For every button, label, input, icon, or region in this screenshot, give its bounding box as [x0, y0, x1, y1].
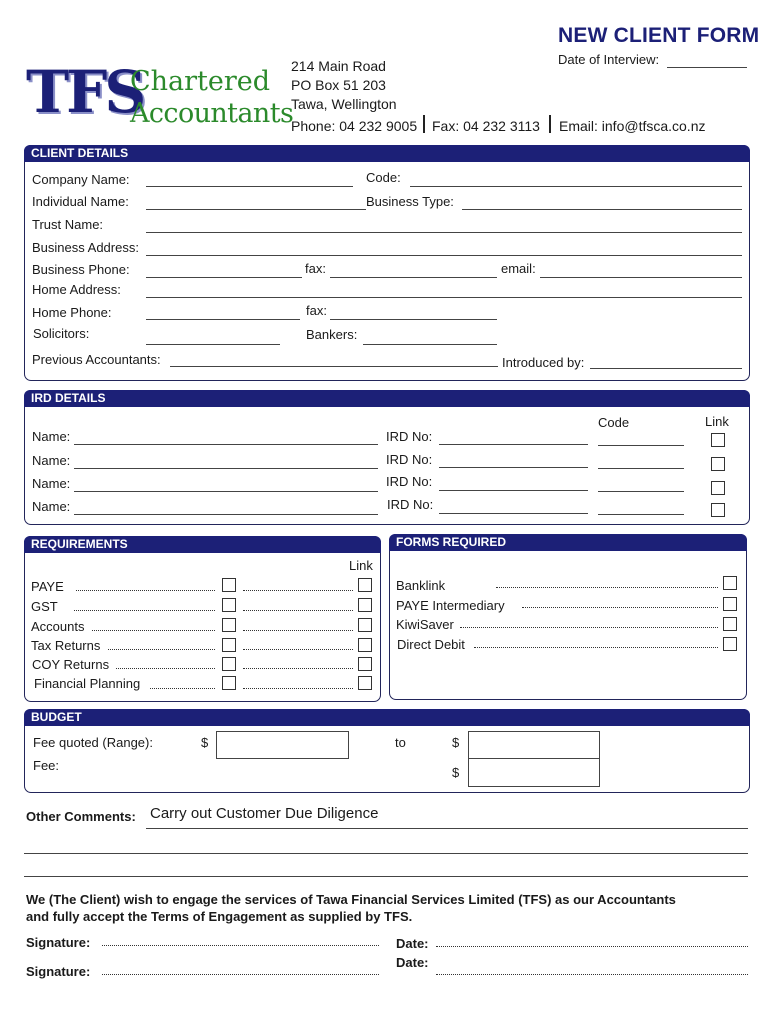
logo-chartered: Chartered	[130, 66, 271, 97]
requirement-link-checkbox[interactable]	[358, 578, 372, 592]
separator	[423, 115, 425, 133]
requirement-label: Accounts	[31, 619, 85, 634]
signature-label: Signature:	[26, 964, 91, 979]
requirement-label: PAYE	[31, 579, 64, 594]
fee-quoted-from-input[interactable]	[216, 731, 349, 759]
fee-input[interactable]	[468, 758, 600, 787]
individual-name-label: Individual Name:	[32, 194, 129, 209]
ird-name-field[interactable]	[74, 444, 378, 445]
comments-line[interactable]	[24, 876, 748, 877]
requirement-checkbox[interactable]	[222, 618, 236, 632]
individual-name-field[interactable]	[146, 209, 366, 210]
ird-number-field[interactable]	[439, 444, 588, 445]
form-checkbox[interactable]	[723, 637, 737, 651]
date-label: Date:	[396, 936, 429, 951]
address-line-1: 214 Main Road	[291, 58, 386, 74]
requirement-field[interactable]	[108, 649, 215, 650]
requirement-checkbox[interactable]	[222, 657, 236, 671]
requirement-link-field[interactable]	[243, 688, 353, 689]
budget-header: BUDGET	[24, 709, 750, 726]
ird-details-header: IRD DETAILS	[24, 390, 750, 407]
contact-fax: Fax: 04 232 3113	[432, 118, 540, 134]
solicitors-field[interactable]	[146, 344, 280, 345]
requirement-link-field[interactable]	[243, 610, 353, 611]
ird-link-checkbox[interactable]	[711, 433, 725, 447]
ird-name-label: Name:	[32, 453, 71, 468]
company-name-field[interactable]	[146, 186, 353, 187]
requirements-header: REQUIREMENTS	[24, 536, 381, 553]
date-field[interactable]	[436, 974, 748, 975]
business-type-field[interactable]	[462, 209, 742, 210]
business-address-field[interactable]	[146, 255, 742, 256]
business-phone-label: Business Phone:	[32, 262, 130, 277]
range-to-label: to	[395, 735, 406, 750]
requirement-field[interactable]	[76, 590, 215, 591]
solicitors-label: Solicitors:	[33, 326, 90, 341]
fee-quoted-label: Fee quoted (Range):	[33, 735, 153, 750]
business-address-label: Business Address:	[32, 240, 139, 255]
introduced-by-label: Introduced by:	[502, 355, 585, 370]
form-label: PAYE Intermediary	[396, 598, 505, 613]
forms-required-header: FORMS REQUIRED	[389, 534, 747, 551]
contact-phone: Phone: 04 232 9005	[291, 118, 418, 134]
comments-line[interactable]	[146, 828, 748, 829]
business-phone-field[interactable]	[146, 277, 302, 278]
engagement-statement-line-2: and fully accept the Terms of Engagement as supplied by TFS.	[26, 909, 413, 924]
business-fax-field[interactable]	[330, 277, 497, 278]
requirement-field[interactable]	[150, 688, 215, 689]
ird-link-checkbox[interactable]	[711, 503, 725, 517]
ird-link-header: Link	[705, 414, 729, 429]
client-details-header: CLIENT DETAILS	[24, 145, 750, 162]
address-line-3: Tawa, Wellington	[291, 96, 397, 112]
ird-number-field[interactable]	[439, 490, 588, 491]
code-field[interactable]	[410, 186, 742, 187]
requirement-link-checkbox[interactable]	[358, 657, 372, 671]
ird-link-checkbox[interactable]	[711, 481, 725, 495]
form-checkbox[interactable]	[723, 617, 737, 631]
bankers-label: Bankers:	[306, 327, 358, 342]
ird-name-label: Name:	[32, 429, 71, 444]
requirement-link-field[interactable]	[243, 649, 353, 650]
requirement-field[interactable]	[92, 630, 215, 631]
ird-number-label: IRD No:	[387, 497, 434, 512]
company-logo	[26, 58, 294, 136]
ird-code-header: Code	[598, 415, 630, 430]
business-fax-label: fax:	[305, 261, 326, 276]
requirement-link-field[interactable]	[243, 590, 353, 591]
home-address-label: Home Address:	[32, 282, 121, 297]
date-of-interview-label: Date of Interview:	[558, 52, 660, 67]
ird-number-label: IRD No:	[386, 452, 433, 467]
form-label: KiwiSaver	[396, 617, 454, 632]
address-line-2: PO Box 51 203	[291, 77, 386, 93]
home-phone-label: Home Phone:	[32, 305, 112, 320]
email-field[interactable]	[540, 277, 742, 278]
requirement-field[interactable]	[74, 610, 215, 611]
requirements-link-header: Link	[349, 558, 373, 573]
separator	[549, 115, 551, 133]
ird-name-field[interactable]	[74, 491, 378, 492]
ird-name-label: Name:	[32, 476, 71, 491]
ird-name-field[interactable]	[74, 468, 378, 469]
fee-quoted-to-input[interactable]	[468, 731, 600, 760]
ird-link-checkbox[interactable]	[711, 457, 725, 471]
requirement-checkbox[interactable]	[222, 638, 236, 652]
ird-name-label: Name:	[32, 499, 71, 514]
requirement-label: COY Returns	[32, 657, 110, 672]
bankers-field[interactable]	[363, 344, 497, 345]
form-field[interactable]	[496, 587, 718, 588]
code-label: Code:	[366, 170, 401, 185]
requirement-label: Tax Returns	[31, 638, 101, 653]
requirement-link-checkbox[interactable]	[358, 618, 372, 632]
home-address-field[interactable]	[146, 297, 742, 298]
logo-tfs-letters: TFS	[26, 58, 144, 126]
requirement-checkbox[interactable]	[222, 676, 236, 690]
fee-quoted-currency: $	[201, 735, 209, 750]
date-of-interview-field[interactable]	[667, 67, 747, 68]
signature-field[interactable]	[102, 945, 379, 946]
ird-number-field[interactable]	[439, 467, 588, 468]
home-fax-field[interactable]	[330, 319, 497, 320]
requirement-checkbox[interactable]	[222, 598, 236, 612]
other-comments-label: Other Comments:	[26, 809, 136, 824]
requirement-label: GST	[31, 599, 58, 614]
ird-code-field[interactable]	[598, 514, 684, 515]
business-type-label: Business Type:	[366, 194, 454, 209]
form-field[interactable]	[522, 607, 718, 608]
comments-line[interactable]	[24, 853, 748, 854]
ird-number-label: IRD No:	[386, 474, 433, 489]
introduced-by-field[interactable]	[590, 368, 742, 369]
signature-label: Signature:	[26, 935, 91, 950]
form-field[interactable]	[460, 627, 718, 628]
form-field[interactable]	[474, 647, 718, 648]
fee-quoted-to-currency: $	[452, 735, 460, 750]
form-label: Banklink	[396, 578, 446, 593]
form-checkbox[interactable]	[723, 576, 737, 590]
form-title: NEW CLIENT FORM	[558, 24, 760, 47]
email-label: email:	[501, 261, 536, 276]
requirement-checkbox[interactable]	[222, 578, 236, 592]
requirement-link-field[interactable]	[243, 668, 353, 669]
fee-label: Fee:	[33, 758, 60, 773]
ird-name-field[interactable]	[74, 514, 378, 515]
ird-number-field[interactable]	[439, 513, 588, 514]
trust-name-label: Trust Name:	[32, 217, 104, 232]
requirement-link-checkbox[interactable]	[358, 676, 372, 690]
contact-email: Email: info@tfsca.co.nz	[559, 118, 706, 134]
ird-code-field[interactable]	[598, 445, 684, 446]
ird-code-field[interactable]	[598, 468, 684, 469]
requirement-link-field[interactable]	[243, 630, 353, 631]
ird-code-field[interactable]	[598, 491, 684, 492]
other-comments-value[interactable]: Carry out Customer Due Diligence	[150, 805, 379, 822]
ird-number-label: IRD No:	[386, 429, 433, 444]
requirement-link-checkbox[interactable]	[358, 638, 372, 652]
date-field[interactable]	[436, 946, 748, 947]
home-phone-field[interactable]	[146, 319, 300, 320]
fee-currency: $	[452, 765, 460, 780]
requirement-link-checkbox[interactable]	[358, 598, 372, 612]
logo-accountants: Accountants	[130, 98, 294, 129]
form-label: Direct Debit	[397, 637, 465, 652]
previous-accountants-label: Previous Accountants:	[32, 352, 161, 367]
requirement-label: Financial Planning	[34, 676, 141, 691]
engagement-statement-line-1: We (The Client) wish to engage the services of Tawa Financial Services Limited (TFS) as our Accountants	[26, 892, 676, 907]
requirement-field[interactable]	[116, 668, 215, 669]
form-checkbox[interactable]	[723, 597, 737, 611]
signature-field[interactable]	[102, 974, 379, 975]
previous-accountants-field[interactable]	[170, 366, 498, 367]
home-fax-label: fax:	[306, 303, 327, 318]
company-name-label: Company Name:	[32, 172, 130, 187]
trust-name-field[interactable]	[146, 232, 742, 233]
date-label: Date:	[396, 955, 429, 970]
